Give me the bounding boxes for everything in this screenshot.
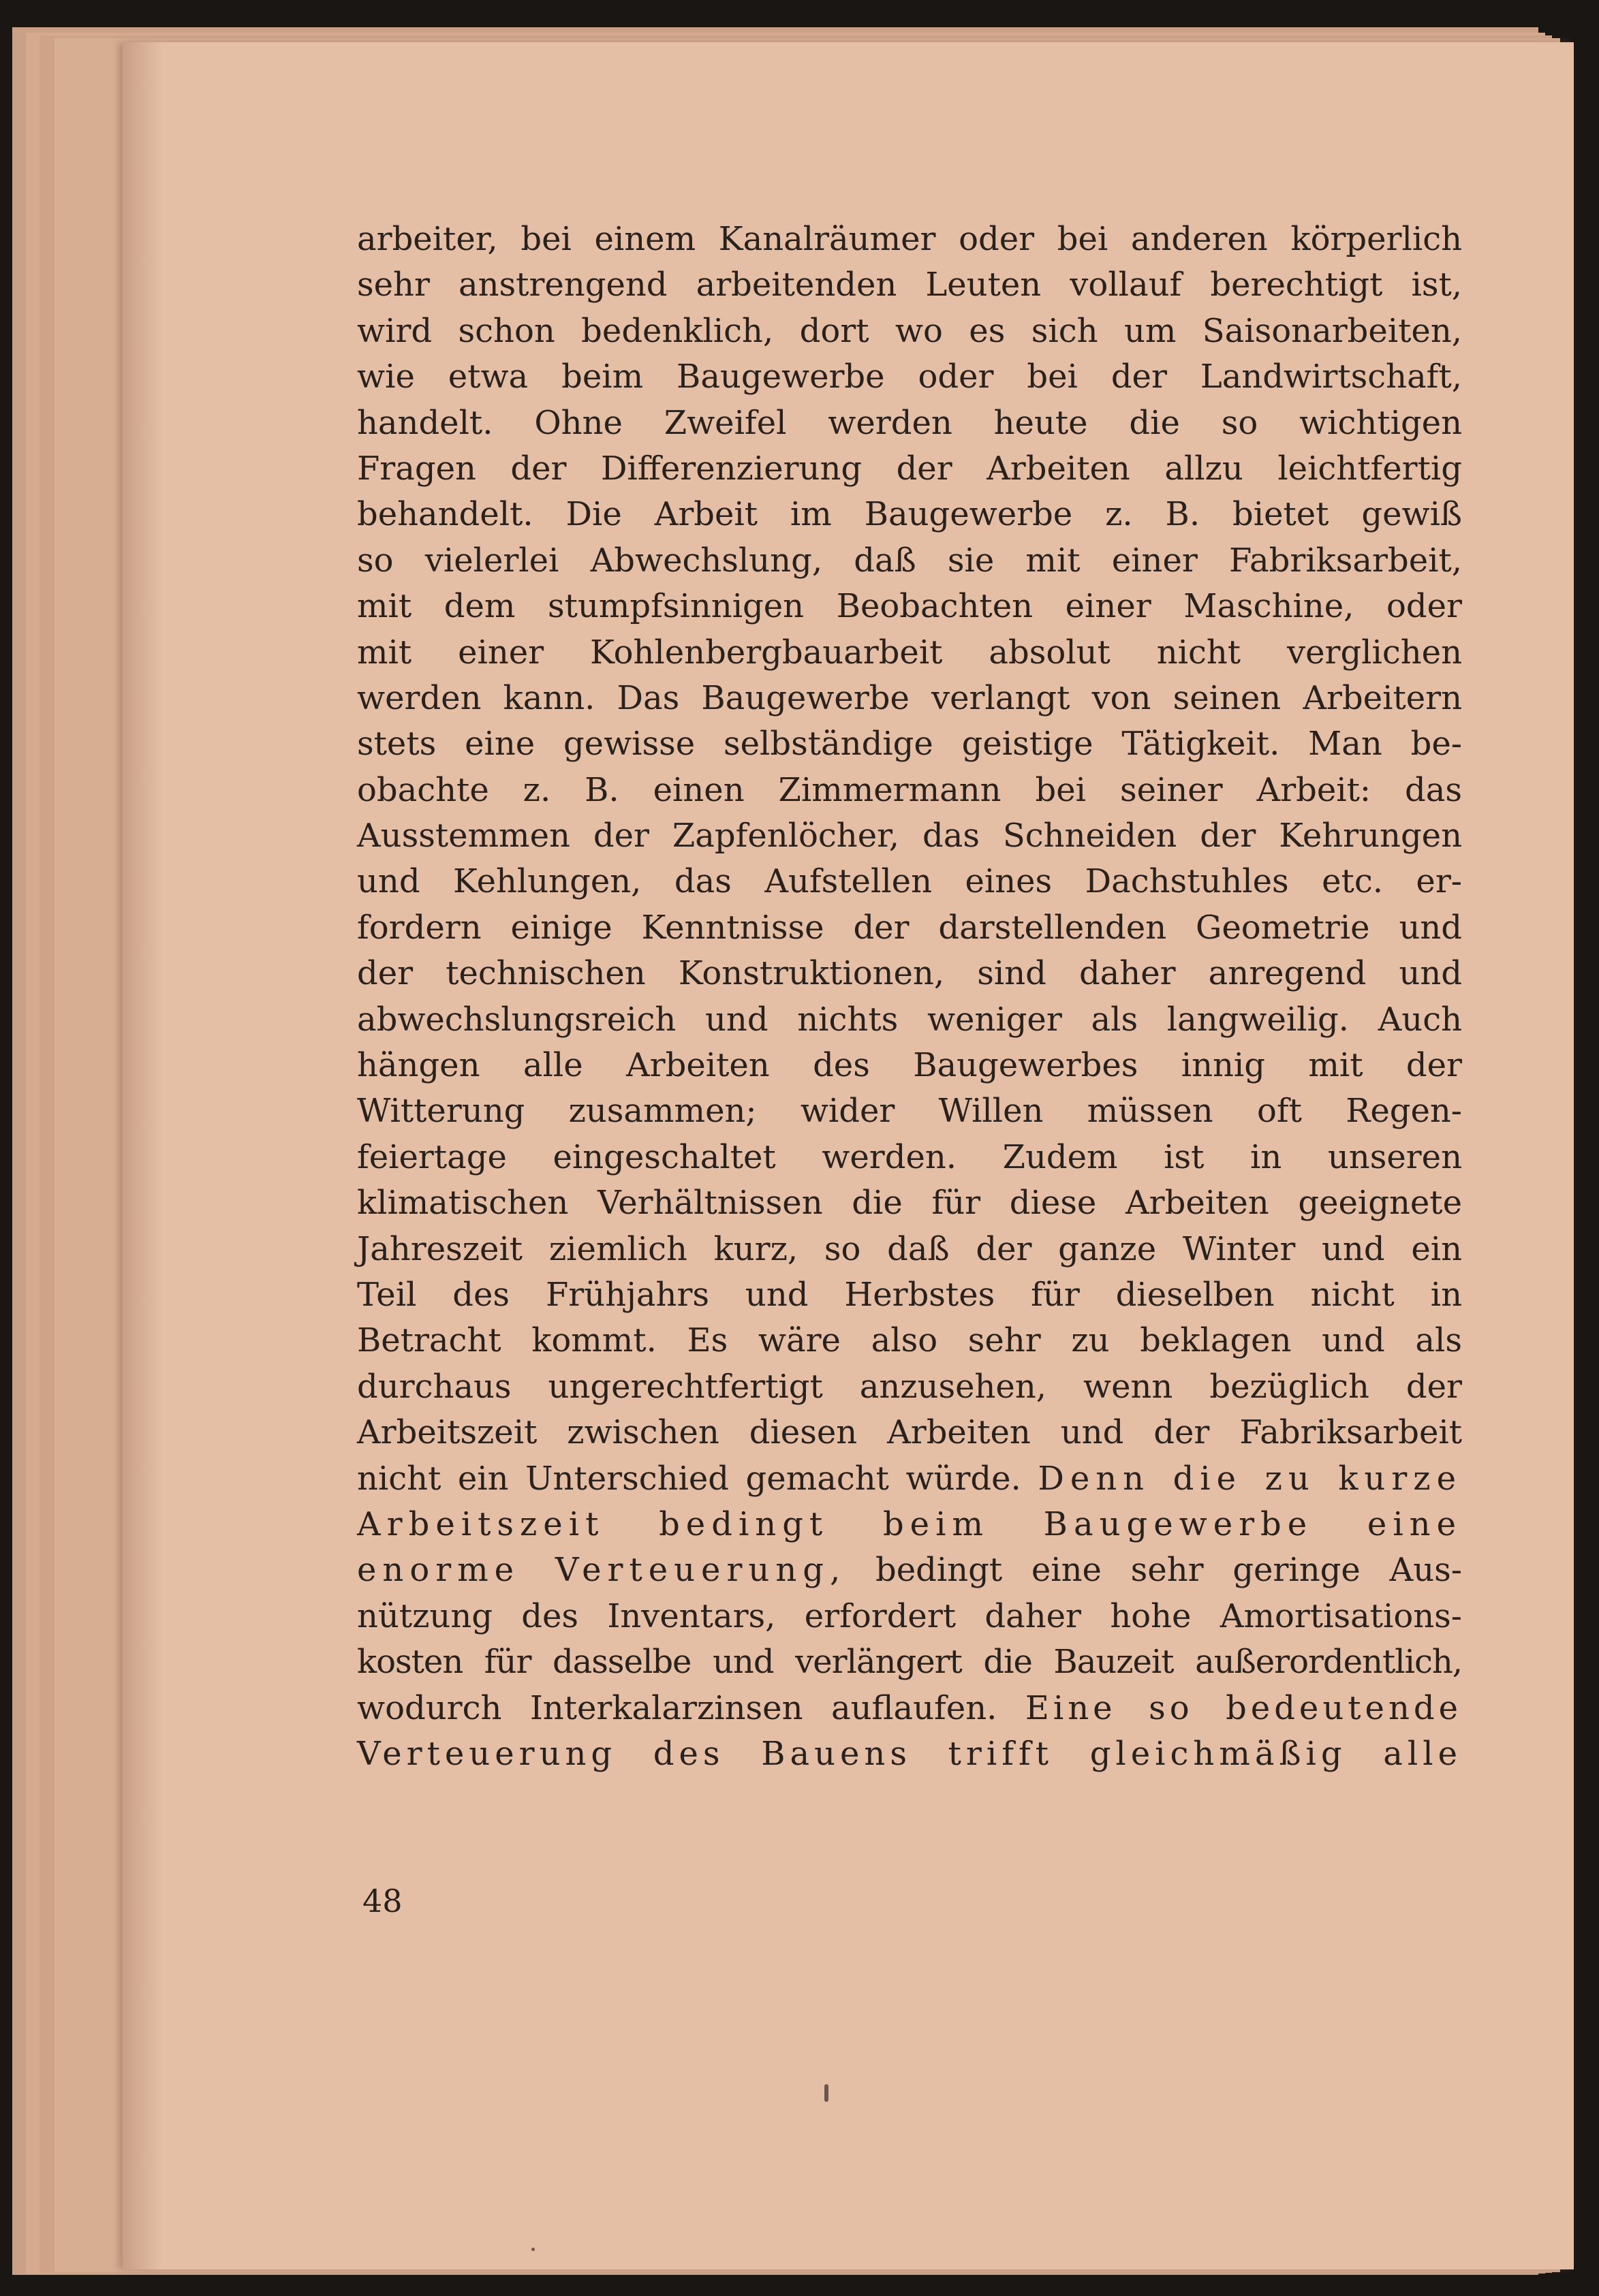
text-line: fordern einige Kenntnisse der darstellenden Geometrie und xyxy=(357,908,1462,947)
emphasized-text: Eine so bedeutende xyxy=(1025,1688,1462,1727)
text-line: Ausstemmen der Zapfenlöcher, das Schneiden der Kehrungen xyxy=(357,817,1462,855)
text-line: Jahreszeit ziemlich kurz, so daß der ganze Winter und ein xyxy=(357,1229,1462,1268)
text-line: abwechslungsreich und nichts weniger als langweilig. Auch xyxy=(357,1000,1462,1039)
text-line: hängen alle Arbeiten des Baugewerbes innig mit der xyxy=(357,1046,1462,1085)
text-line: klimatischen Verhältnissen die für diese Arbeiten geeignete xyxy=(357,1184,1462,1223)
text-line: der technischen Konstruktionen, sind daher anregend und xyxy=(357,954,1462,993)
text-line xyxy=(357,1456,1462,1502)
text-line: sehr anstrengend arbeitenden Leuten vollauf berechtigt ist, xyxy=(357,266,1462,304)
text-line: stets eine gewisse selbständige geistige Tätigkeit. Man be- xyxy=(357,725,1462,764)
text-line: Fragen der Differenzierung der Arbeiten allzu leichtfertig xyxy=(357,449,1462,488)
text-line xyxy=(357,1547,1462,1593)
text-segment: wodurch Interkalarzinsen auflaufen. xyxy=(357,1688,997,1727)
text-line: und Kehlungen, das Aufstellen eines Dachstuhles etc. er- xyxy=(357,862,1462,901)
emphasized-text: Denn die zu kurze xyxy=(1038,1459,1462,1498)
text-segment: nicht ein Unterschied gemacht würde. xyxy=(357,1459,1021,1498)
emphasized-line: Arbeitszeit bedingt beim Baugewerbe eine xyxy=(357,1505,1462,1543)
text-line: mit einer Kohlenbergbauarbeit absolut nicht verglichen xyxy=(357,633,1462,672)
emphasized-text: enorme Verteuerung, xyxy=(357,1551,847,1590)
text-line: nützung des Inventars, erfordert daher hohe Amortisations- xyxy=(357,1597,1462,1635)
text-line: mit dem stumpfsinnigen Beobachten einer Maschine, oder xyxy=(357,587,1462,626)
gutter-shadow xyxy=(123,42,164,2269)
text-line: behandelt. Die Arbeit im Baugewerbe z. B. bietet gewiß xyxy=(357,495,1462,534)
text-line: handelt. Ohne Zweifel werden heute die so wichtigen xyxy=(357,403,1462,442)
text-line: Betracht kommt. Es wäre also sehr zu beklagen und als xyxy=(357,1321,1462,1360)
text-line: wie etwa beim Baugewerbe oder bei der Landwirtschaft, xyxy=(357,358,1462,396)
text-line: durchaus ungerechtfertigt anzusehen, wenn bezüglich der xyxy=(357,1367,1462,1406)
text-line: arbeiter, bei einem Kanalräumer oder bei anderen körperlich xyxy=(357,220,1462,258)
text-line: wird schon bedenklich, dort wo es sich um Saisonarbeiten, xyxy=(357,311,1462,350)
emphasized-line: Verteuerung des Bauens trifft gleichmäßig alle xyxy=(357,1734,1462,1773)
text-line: Teil des Frühjahrs und Herbstes für dieselben nicht in xyxy=(357,1275,1462,1314)
text-line: so vielerlei Abwechslung, daß sie mit einer Fabriksarbeit, xyxy=(357,541,1462,580)
paper-speck xyxy=(824,2084,828,2102)
text-line: obachte z. B. einen Zimmermann bei seiner Arbeit: das xyxy=(357,770,1462,809)
page-number: 48 xyxy=(362,1883,403,1919)
paper-speck xyxy=(531,2248,535,2251)
text-line: Witterung zusammen; wider Willen müssen oft Regen- xyxy=(357,1092,1462,1131)
text-line: kosten für dasselbe und verlängert die Bauzeit außerordentlich, xyxy=(357,1643,1462,1682)
text-segment: bedingt eine sehr geringe Aus- xyxy=(875,1551,1462,1590)
body-text xyxy=(357,217,1462,1777)
text-line xyxy=(357,1686,1462,1731)
text-line: feiertage eingeschaltet werden. Zudem ist in unseren xyxy=(357,1137,1462,1176)
text-line: Arbeitszeit zwischen diesen Arbeiten und der Fabriksarbeit xyxy=(357,1413,1462,1452)
text-line: werden kann. Das Baugewerbe verlangt von seinen Arbeitern xyxy=(357,678,1462,717)
